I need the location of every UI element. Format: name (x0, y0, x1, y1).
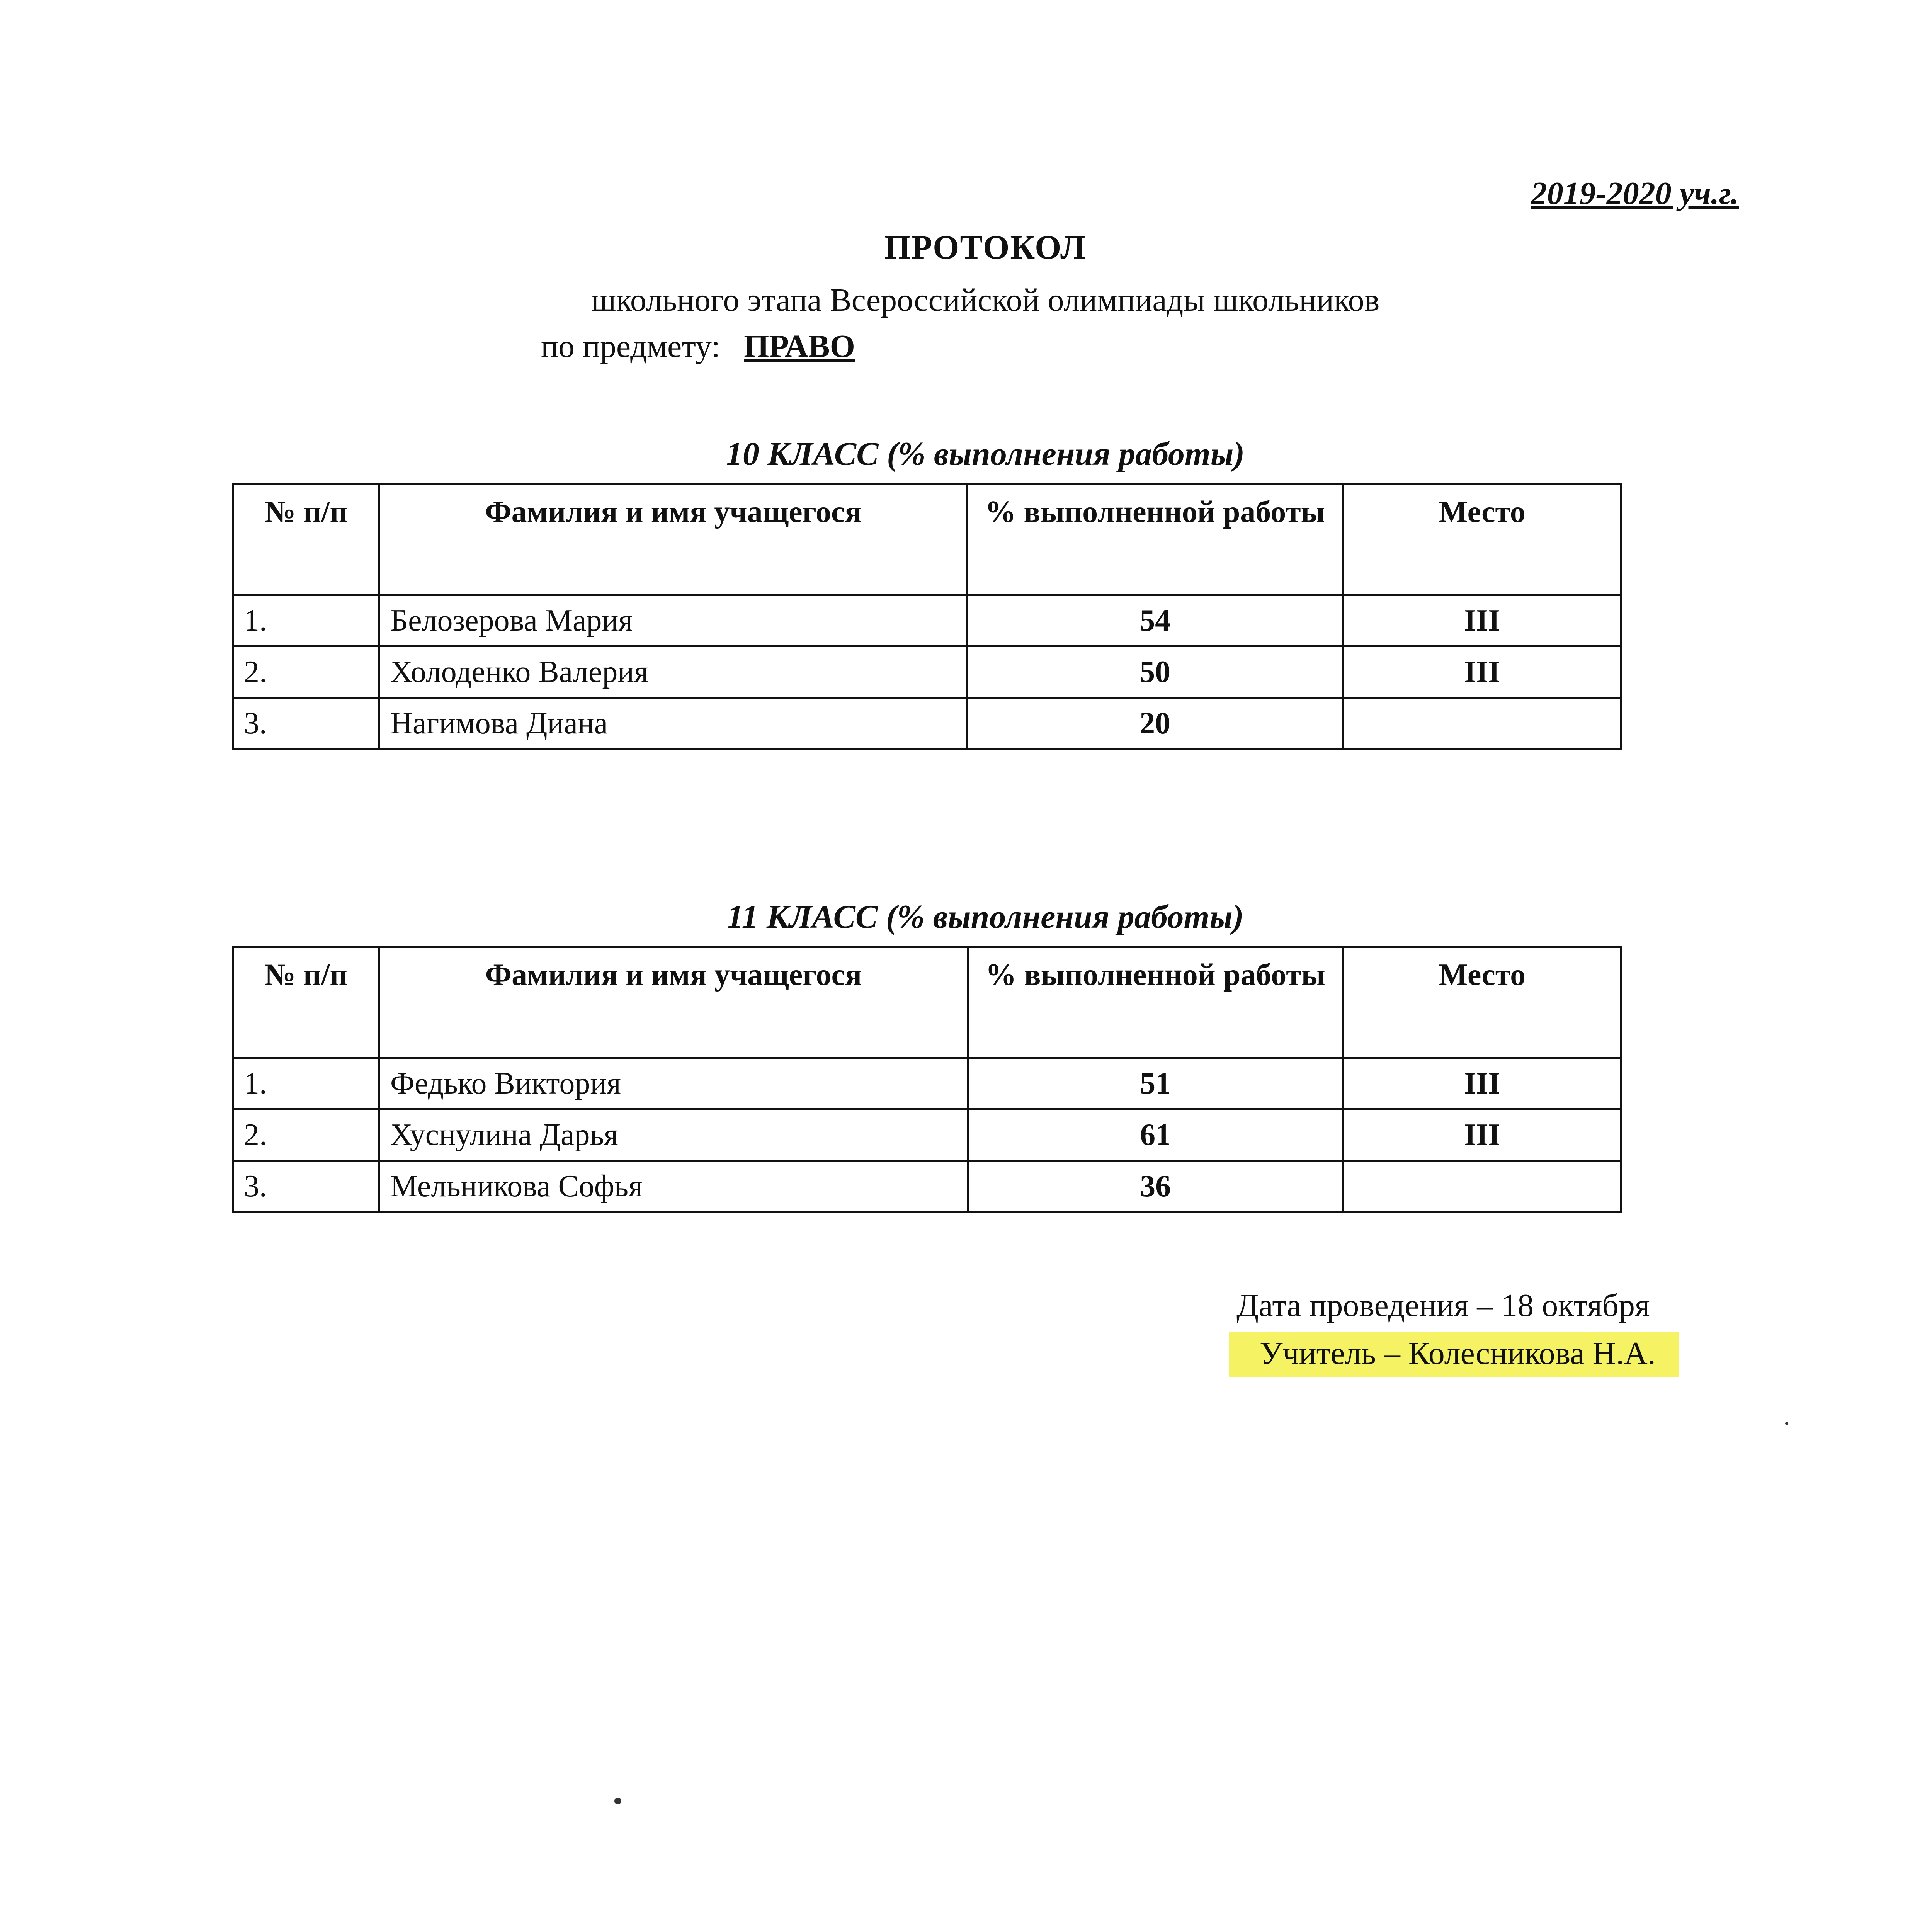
class11-table (232, 946, 1622, 1213)
academic-year: 2019-2020 уч.г. (1531, 175, 1739, 211)
page-subtitle: школьного этапа Всероссийской олимпиады школьников (591, 282, 1380, 318)
percent-value: 36 (968, 1161, 1343, 1212)
table-row (233, 1161, 1621, 1212)
place-value: III (1343, 1109, 1621, 1161)
page-title: ПРОТОКОЛ (884, 229, 1087, 266)
student-name: Нагимова Диана (379, 698, 967, 749)
table-row (233, 1058, 1621, 1109)
table-row (233, 646, 1621, 698)
percent-value: 54 (967, 595, 1343, 646)
row-num: 3. (233, 1161, 379, 1212)
class10-table (232, 483, 1622, 750)
class10-caption: 10 КЛАСС (% выполнения работы) (726, 435, 1245, 472)
class11-caption: 11 КЛАСС (% выполнения работы) (727, 898, 1244, 935)
header-place: Место (1343, 484, 1621, 595)
teacher-name: Учитель – Колесникова Н.А. (1229, 1332, 1679, 1377)
subject-label: по предмету: (541, 328, 721, 364)
header-percent: % выполненной работы (968, 947, 1343, 1058)
percent-value: 20 (967, 698, 1343, 749)
table-header-row (233, 484, 1621, 595)
row-num: 2. (233, 1109, 379, 1161)
table-header-row (233, 947, 1621, 1058)
place-value: III (1343, 646, 1621, 698)
percent-value: 61 (968, 1109, 1343, 1161)
place-value: III (1343, 1058, 1621, 1109)
place-value: III (1343, 595, 1621, 646)
percent-value: 50 (967, 646, 1343, 698)
event-date: Дата проведения – 18 октября (1236, 1287, 1650, 1323)
scan-speck (1785, 1422, 1788, 1425)
header-name: Фамилия и имя учащегося (379, 947, 968, 1058)
student-name: Хуснулина Дарья (379, 1109, 968, 1161)
place-value (1343, 1161, 1621, 1212)
row-num: 3. (233, 698, 379, 749)
table-row (233, 1109, 1621, 1161)
student-name: Мельникова Софья (379, 1161, 968, 1212)
header-num: № п/п (233, 947, 379, 1058)
subject-line (541, 328, 855, 365)
student-name: Белозерова Мария (379, 595, 967, 646)
scan-speck (614, 1798, 621, 1804)
row-num: 2. (233, 646, 379, 698)
header-num: № п/п (233, 484, 379, 595)
header-place: Место (1343, 947, 1621, 1058)
table-row (233, 595, 1621, 646)
row-num: 1. (233, 1058, 379, 1109)
subject-value: ПРАВО (744, 328, 855, 364)
student-name: Федько Виктория (379, 1058, 968, 1109)
row-num: 1. (233, 595, 379, 646)
table-row (233, 698, 1621, 749)
percent-value: 51 (968, 1058, 1343, 1109)
header-name: Фамилия и имя учащегося (379, 484, 967, 595)
place-value (1343, 698, 1621, 749)
student-name: Холоденко Валерия (379, 646, 967, 698)
header-percent: % выполненной работы (967, 484, 1343, 595)
